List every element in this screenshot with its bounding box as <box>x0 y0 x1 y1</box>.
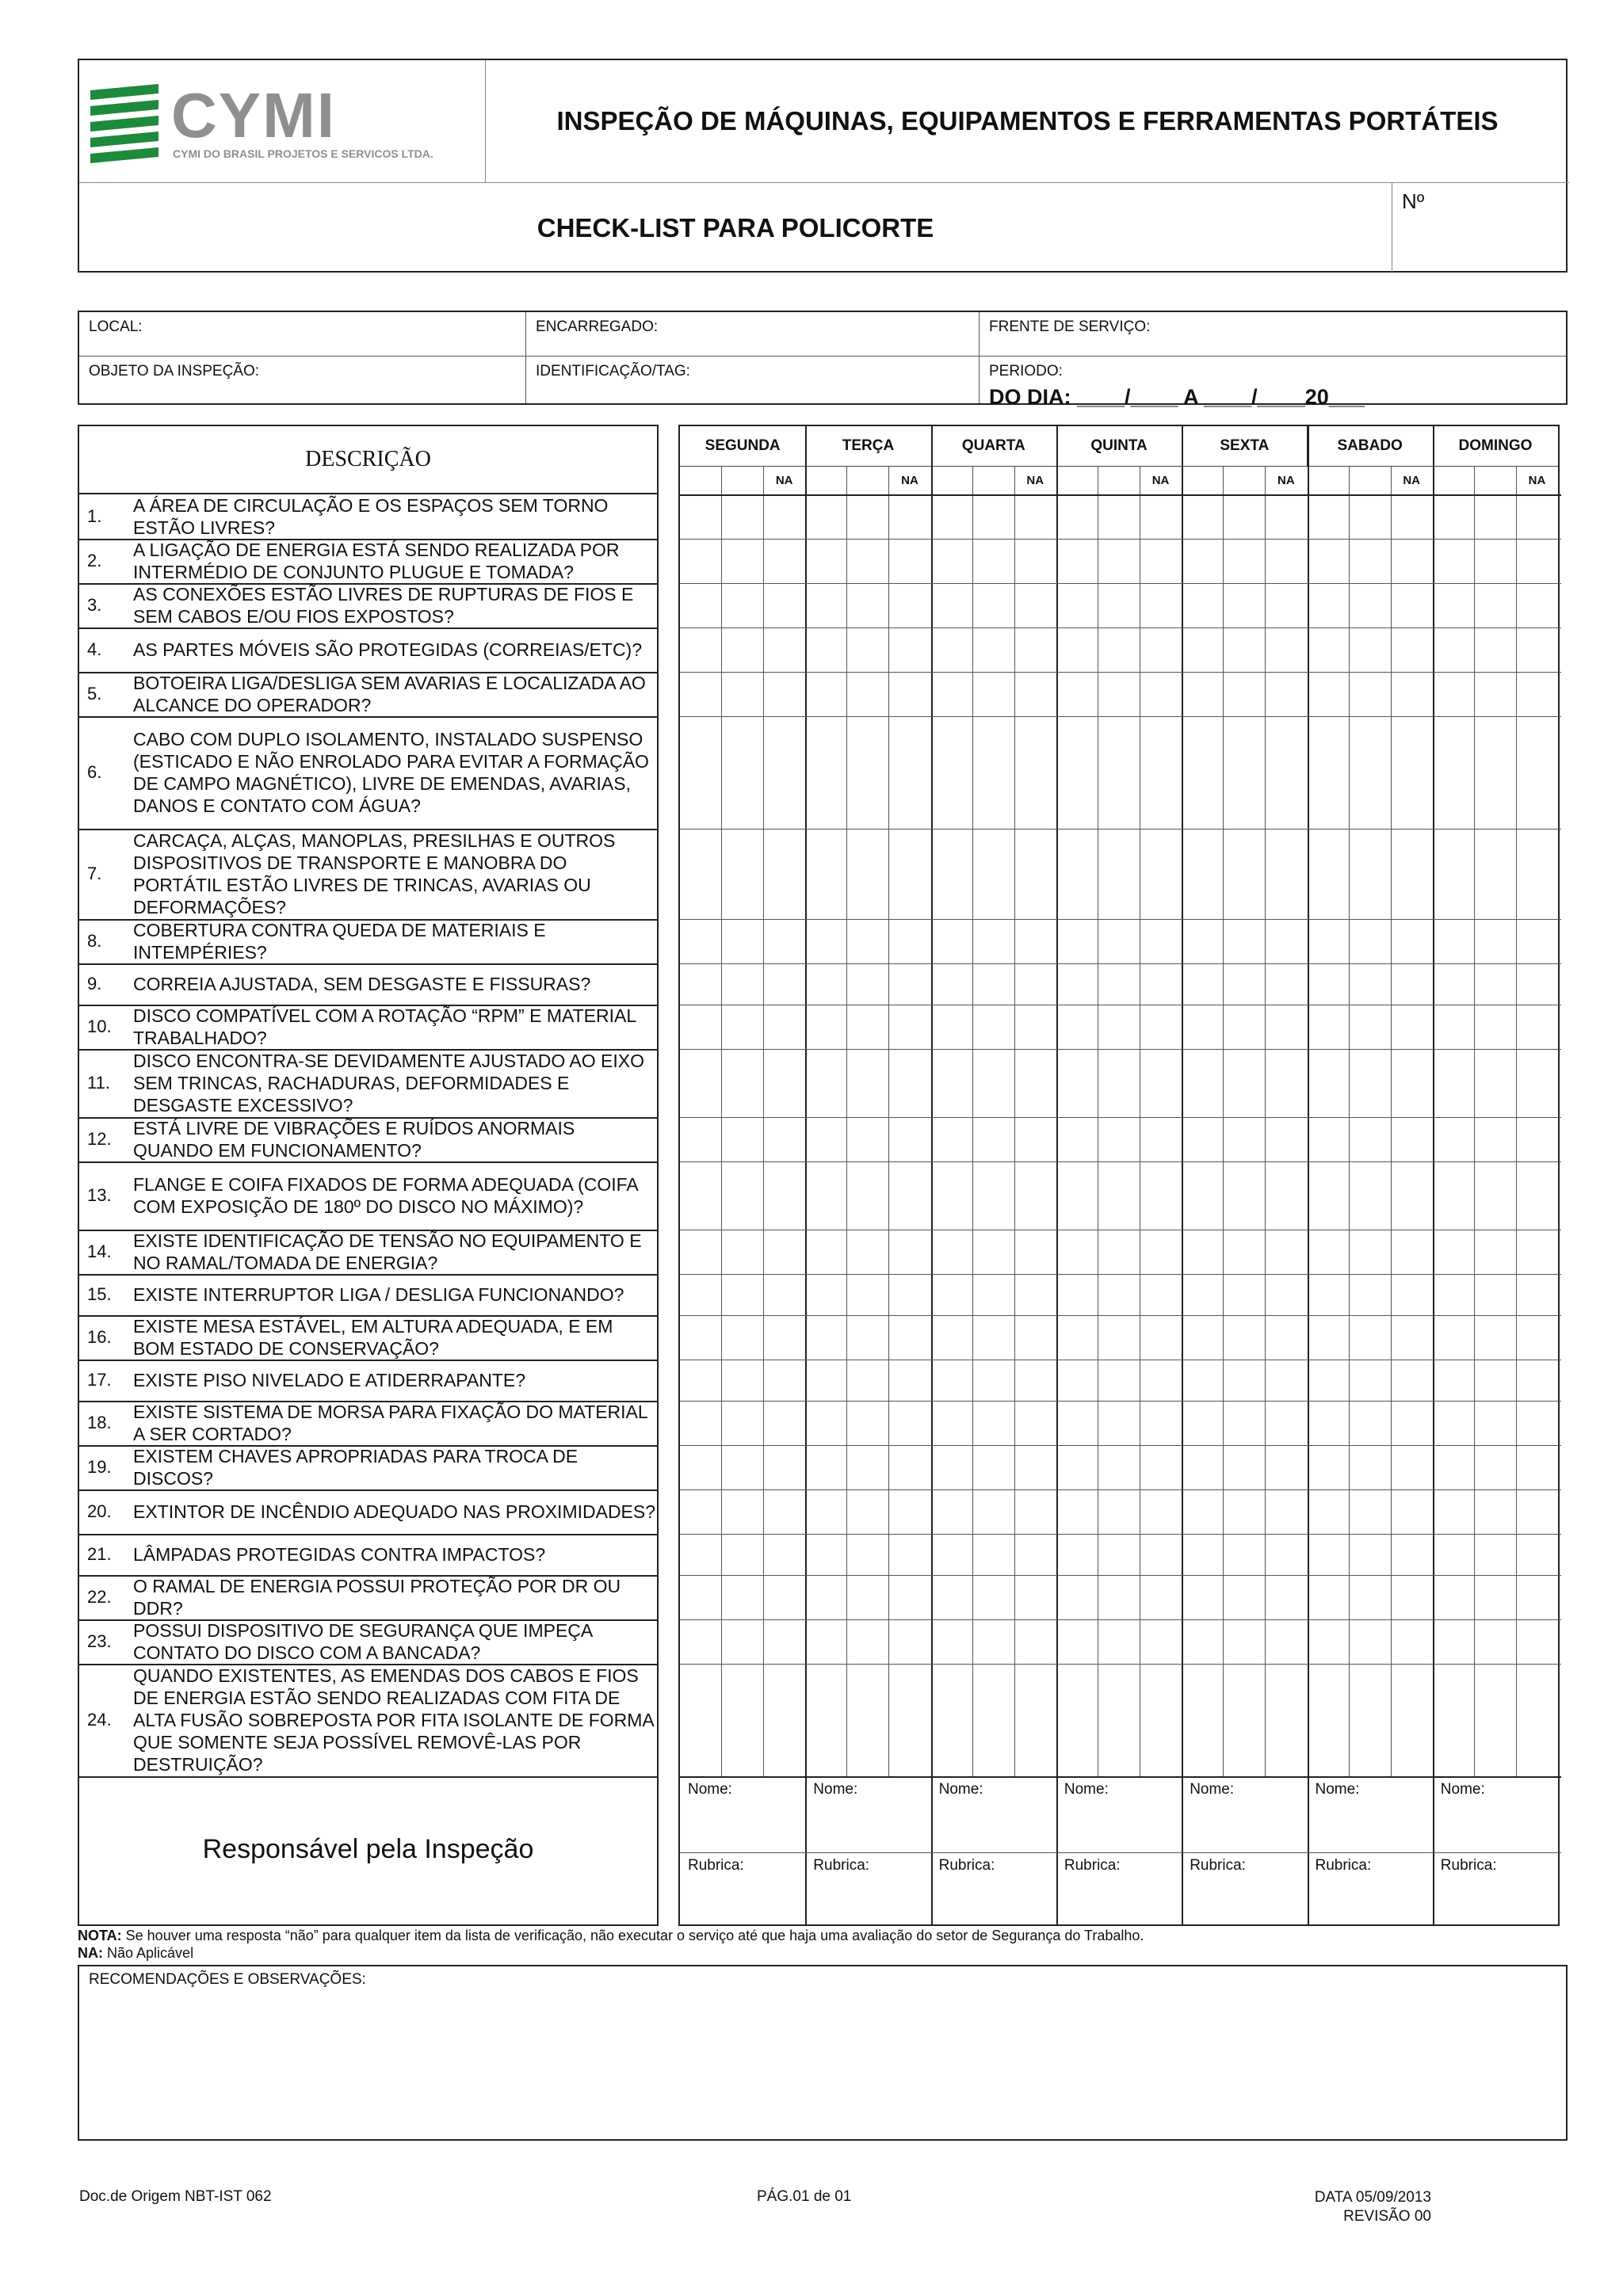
recommendations-field[interactable] <box>78 1965 1568 2141</box>
grid-subcolumn-line <box>972 466 973 1776</box>
objeto-field[interactable] <box>79 357 526 403</box>
grid-day-separator <box>805 426 807 1924</box>
footer-page: PÁG.01 de 01 <box>757 2188 852 2205</box>
item-text: A LIGAÇÃO DE ENERGIA ESTÁ SENDO REALIZADA POR INTERMÉDIO DE CONJUNTO PLUGUE E TOMADA? <box>133 540 620 582</box>
nome-label: Nome: <box>1315 1781 1360 1798</box>
rubrica-label: Rubrica: <box>1440 1857 1497 1874</box>
checklist-item-7 <box>79 829 657 921</box>
checklist-item-6 <box>79 716 657 830</box>
grid-row-line <box>680 716 1561 717</box>
item-text: ESTÁ LIVRE DE VIBRAÇÕES E RUÍDOS ANORMAIS QUANDO EM FUNCIONAMENTO? <box>133 1118 575 1161</box>
nome-label: Nome: <box>1440 1781 1485 1798</box>
objeto-label: OBJETO DA INSPEÇÃO: <box>89 363 260 379</box>
footer-origin: Doc.de Origem NBT-IST 062 <box>79 2188 272 2205</box>
item-text: FLANGE E COIFA FIXADOS DE FORMA ADEQUADA (COIFA COM EXPOSIÇÃO DE 180º DO DISCO NO MÁXIMO)? <box>133 1174 638 1217</box>
item-number: 18. <box>87 1413 112 1432</box>
checklist-item-16 <box>79 1315 657 1361</box>
nome-field-quinta[interactable] <box>1056 1776 1197 1862</box>
item-number: 3. <box>87 595 102 615</box>
item-text: AS CONEXÕES ESTÃO LIVRES DE RUPTURAS DE FIOS E SEM CABOS E/OU FIOS EXPOSTOS? <box>133 584 634 627</box>
item-text: POSSUI DISPOSITIVO DE SEGURANÇA QUE IMPEÇA CONTATO DO DISCO COM A BANCADA? <box>133 1620 592 1663</box>
identificacao-label: IDENTIFICAÇÃO/TAG: <box>536 363 690 379</box>
grid-subcolumn-line <box>846 466 847 1776</box>
day-header-domingo: DOMINGO <box>1433 426 1558 467</box>
item-text: EXISTE MESA ESTÁVEL, EM ALTURA ADEQUADA, E EM BOM ESTADO DE CONSERVAÇÃO? <box>133 1316 613 1359</box>
item-number: 12. <box>87 1129 112 1149</box>
item-text: EXISTE SISTEMA DE MORSA PARA FIXAÇÃO DO MATERIAL A SER CORTADO? <box>133 1402 647 1444</box>
item-text: LÂMPADAS PROTEGIDAS CONTRA IMPACTOS? <box>133 1544 546 1565</box>
item-number: 20. <box>87 1501 112 1521</box>
checklist-item-23 <box>79 1619 657 1665</box>
nome-field-sexta[interactable] <box>1182 1776 1323 1862</box>
checklist-item-4 <box>79 627 657 673</box>
grid-row-line <box>680 627 1561 628</box>
grid-subcolumn-line <box>888 466 889 1776</box>
na-column-header: NA <box>1277 473 1295 487</box>
checklist-item-5 <box>79 672 657 718</box>
grid-row-line <box>680 1274 1561 1275</box>
encarregado-field[interactable] <box>526 312 980 357</box>
footer-revision: REVISÃO 00 <box>1343 2208 1431 2225</box>
grid-row-line <box>680 829 1561 830</box>
checklist-item-3 <box>79 583 657 629</box>
nome-field-quarta[interactable] <box>931 1776 1072 1862</box>
day-header-segunda: SEGUNDA <box>680 426 807 467</box>
na-column-header: NA <box>901 473 918 487</box>
na-legend-label: NA: <box>78 1945 103 1961</box>
grid-row-line <box>680 494 1561 496</box>
item-number: 7. <box>87 864 102 883</box>
day-header-quinta: QUINTA <box>1056 426 1183 467</box>
checklist-item-9 <box>79 963 657 1006</box>
nome-field-terça[interactable] <box>805 1776 946 1862</box>
nome-field-segunda[interactable] <box>680 1776 821 1862</box>
item-number: 23. <box>87 1631 112 1651</box>
checklist-item-10 <box>79 1005 657 1051</box>
nome-label: Nome: <box>938 1781 983 1798</box>
na-legend-line <box>78 1945 193 1962</box>
checklist-item-8 <box>79 919 657 965</box>
checklist-item-14 <box>79 1230 657 1276</box>
item-number: 16. <box>87 1327 112 1347</box>
grid-row-line <box>680 1117 1561 1118</box>
grid-row-line <box>680 672 1561 673</box>
grid-day-separator <box>1182 426 1183 1924</box>
rubrica-field-quinta[interactable] <box>1056 1852 1197 1939</box>
nome-label: Nome: <box>813 1781 858 1798</box>
item-number: 13. <box>87 1185 112 1205</box>
item-number: 6. <box>87 762 102 782</box>
periodo-field[interactable] <box>980 357 1566 409</box>
rubrica-label: Rubrica: <box>1315 1857 1372 1874</box>
description-table <box>78 425 659 1926</box>
grid-subcolumn-line <box>1014 466 1015 1776</box>
item-number: 4. <box>87 639 102 659</box>
rubrica-field-sabado[interactable] <box>1308 1852 1449 1939</box>
item-text: QUANDO EXISTENTES, AS EMENDAS DOS CABOS E FIOS DE ENERGIA ESTÃO SENDO REALIZADAS COM FITA DE ALTA FUSÃO SOBREPOSTA POR FITA ISOLANTE DE FORMA QUE SOMENTE SEJA POSSÍVEL REMOVÊ-LAS POR DESTRUIÇÃO? <box>133 1665 654 1775</box>
item-number: 5. <box>87 684 102 704</box>
grid-row-line <box>680 539 1561 540</box>
item-number: 19. <box>87 1457 112 1477</box>
day-checklist-grid <box>678 425 1560 1926</box>
nota-text: Se houver uma resposta “não” para qualquer item da lista de verificação, não executar o serviço até que haja uma avaliação do setor de Segurança do Trabalho. <box>121 1928 1144 1943</box>
info-section <box>78 311 1568 409</box>
item-text: CARCAÇA, ALÇAS, MANOPLAS, PRESILHAS E OUTROS DISPOSITIVOS DE TRANSPORTE E MANOBRA DO PORTÁTIL ESTÃO LIVRES DE TRINCAS, AVARIAS OU DEFORMAÇÕES? <box>133 830 616 917</box>
grid-row-line <box>680 1534 1561 1535</box>
grid-day-separator <box>1308 426 1309 1924</box>
checklist-item-22 <box>79 1575 657 1621</box>
grid-day-separator <box>1433 426 1434 1924</box>
frente-servico-field[interactable] <box>980 312 1566 357</box>
checklist-item-12 <box>79 1117 657 1163</box>
grid-subcolumn-line <box>1516 466 1517 1776</box>
checklist-item-15 <box>79 1274 657 1317</box>
item-text: O RAMAL DE ENERGIA POSSUI PROTEÇÃO POR DR OU DDR? <box>133 1576 621 1619</box>
nome-label: Nome: <box>1190 1781 1235 1798</box>
rubrica-field-quarta[interactable] <box>931 1852 1072 1939</box>
day-header-sexta: SEXTA <box>1182 426 1308 467</box>
nome-field-domingo[interactable] <box>1433 1776 1574 1862</box>
grid-row-line <box>680 1575 1561 1576</box>
grid-row-line <box>680 1489 1561 1490</box>
item-text: CORREIA AJUSTADA, SEM DESGASTE E FISSURAS? <box>133 974 591 994</box>
rubrica-field-sexta[interactable] <box>1182 1852 1323 1939</box>
description-header: DESCRIÇÃO <box>79 426 657 494</box>
periodo-value: DO DIA: ____/____ A ____/____20___ <box>989 385 1365 409</box>
grid-row-line <box>680 1161 1561 1162</box>
item-text: BOTOEIRA LIGA/DESLIGA SEM AVARIAS E LOCALIZADA AO ALCANCE DO OPERADOR? <box>133 673 646 715</box>
grid-day-separator <box>1056 426 1058 1924</box>
rubrica-label: Rubrica: <box>1190 1857 1246 1874</box>
rubrica-field-domingo[interactable] <box>1433 1852 1574 1939</box>
grid-row-line <box>680 1664 1561 1665</box>
grid-row-line <box>680 1852 1561 1853</box>
grid-row-line <box>680 1401 1561 1402</box>
na-column-header: NA <box>1528 473 1546 487</box>
footer-date: DATA 05/09/2013 <box>1314 2189 1431 2206</box>
rubrica-label: Rubrica: <box>688 1857 744 1874</box>
footer-date-revision <box>1284 2188 1431 2226</box>
rubrica-label: Rubrica: <box>938 1857 995 1874</box>
nota-line <box>78 1928 1144 1944</box>
checklist-item-18 <box>79 1401 657 1447</box>
grid-subcolumn-line <box>1265 466 1266 1776</box>
grid-subcolumn-line <box>1349 466 1350 1776</box>
grid-day-separator <box>931 426 933 1924</box>
identificacao-field[interactable] <box>526 357 980 403</box>
grid-row-line <box>680 963 1561 964</box>
cymi-logo-mark <box>90 84 158 163</box>
item-text: DISCO ENCONTRA-SE DEVIDAMENTE AJUSTADO AO EIXO SEM TRINCAS, RACHADURAS, DEFORMIDADES E DESGASTE EXCESSIVO? <box>133 1051 644 1116</box>
item-text: COBERTURA CONTRA QUEDA DE MATERIAIS E INTEMPÉRIES? <box>133 920 546 963</box>
item-text: EXISTEM CHAVES APROPRIADAS PARA TROCA DE DISCOS? <box>133 1446 579 1489</box>
grid-row-line <box>680 1776 1561 1778</box>
cymi-logo-subtitle: CYMI DO BRASIL PROJETOS E SERVICOS LTDA. <box>173 147 433 160</box>
nota-label: NOTA: <box>78 1928 122 1943</box>
checklist-item-2 <box>79 539 657 585</box>
page-subtitle: CHECK-LIST PARA POLICORTE <box>79 183 1392 273</box>
rubrica-field-segunda[interactable] <box>680 1852 821 1939</box>
grid-row-line <box>680 1315 1561 1316</box>
na-column-header: NA <box>775 473 793 487</box>
item-text: DISCO COMPATÍVEL COM A ROTAÇÃO “RPM” E MATERIAL TRABALHADO? <box>133 1005 636 1048</box>
nome-field-sabado[interactable] <box>1308 1776 1449 1862</box>
day-header-quarta: QUARTA <box>931 426 1058 467</box>
checklist-item-21 <box>79 1534 657 1577</box>
checklist-item-11 <box>79 1049 657 1119</box>
grid-row-line <box>680 1445 1561 1446</box>
day-header-sabado: SABADO <box>1308 426 1434 467</box>
nome-label: Nome: <box>1064 1781 1109 1798</box>
item-text: AS PARTES MÓVEIS SÃO PROTEGIDAS (CORREIAS/ETC)? <box>133 639 643 660</box>
periodo-label: PERIODO: <box>989 363 1063 379</box>
local-label: LOCAL: <box>89 318 143 335</box>
recommendations-label: RECOMENDAÇÕES E OBSERVAÇÕES: <box>89 1971 366 1988</box>
encarregado-label: ENCARREGADO: <box>536 318 659 335</box>
item-text: CABO COM DUPLO ISOLAMENTO, INSTALADO SUSPENSO (ESTICADO E NÃO ENROLADO PARA EVITAR A FORMAÇÃO DE CAMPO MAGNÉTICO), LIVRE DE EMENDAS, AVARIAS, DANOS E CONTATO COM ÁGUA? <box>133 729 649 816</box>
item-number: 22. <box>87 1587 112 1607</box>
item-number: 1. <box>87 506 102 526</box>
item-number: 11. <box>87 1073 110 1093</box>
cymi-logo-text: CYMI <box>171 80 336 151</box>
item-number: 8. <box>87 931 102 951</box>
item-text: EXISTE PISO NIVELADO E ATIDERRAPANTE? <box>133 1370 526 1390</box>
local-field[interactable] <box>79 312 526 357</box>
grid-row-line <box>680 1619 1561 1620</box>
item-text: EXISTE IDENTIFICAÇÃO DE TENSÃO NO EQUIPAMENTO E NO RAMAL/TOMADA DE ENERGIA? <box>133 1230 642 1273</box>
checklist-item-19 <box>79 1445 657 1491</box>
day-header-terça: TERÇA <box>805 426 932 467</box>
item-number: 10. <box>87 1016 112 1036</box>
item-text: A ÁREA DE CIRCULAÇÃO E OS ESPAÇOS SEM TORNO ESTÃO LIVRES? <box>133 495 609 538</box>
na-column-header: NA <box>1026 473 1044 487</box>
checklist-item-13 <box>79 1161 657 1231</box>
nome-label: Nome: <box>688 1781 732 1798</box>
checklist-item-20 <box>79 1489 657 1535</box>
page-title: INSPEÇÃO DE MÁQUINAS, EQUIPAMENTOS E FERRAMENTAS PORTÁTEIS <box>486 60 1569 183</box>
grid-subcolumn-line <box>763 466 764 1776</box>
grid-subcolumn-line <box>1474 466 1475 1776</box>
item-number: 2. <box>87 551 102 570</box>
grid-row-line <box>680 919 1561 920</box>
item-text: EXISTE INTERRUPTOR LIGA / DESLIGA FUNCIONANDO? <box>133 1284 624 1305</box>
grid-subcolumn-line <box>721 466 722 1776</box>
document-number-label: Nº <box>1402 189 1425 213</box>
item-number: 21. <box>87 1544 112 1564</box>
na-legend-text: Não Aplicável <box>103 1945 194 1961</box>
checklist-item-17 <box>79 1360 657 1402</box>
rubrica-label: Rubrica: <box>1064 1857 1121 1874</box>
rubrica-label: Rubrica: <box>813 1857 870 1874</box>
checklist-item-1 <box>79 494 657 540</box>
document-header <box>78 59 1568 273</box>
item-number: 9. <box>87 974 102 994</box>
item-number: 14. <box>87 1241 112 1261</box>
frente-servico-label: FRENTE DE SERVIÇO: <box>989 318 1151 335</box>
rubrica-field-terça[interactable] <box>805 1852 946 1939</box>
checklist-item-24 <box>79 1664 657 1778</box>
na-column-header: NA <box>1403 473 1420 487</box>
item-text: EXTINTOR DE INCÊNDIO ADEQUADO NAS PROXIMIDADES? <box>133 1501 656 1522</box>
grid-row-line <box>680 583 1561 584</box>
responsavel-label: Responsável pela Inspeção <box>202 1834 534 1864</box>
grid-subcolumn-line <box>1223 466 1224 1776</box>
grid-subcolumn-line <box>1391 466 1392 1776</box>
logo-cell <box>79 60 486 183</box>
item-number: 24. <box>87 1710 112 1730</box>
document-number-field[interactable] <box>1392 183 1568 273</box>
item-number: 15. <box>87 1284 112 1304</box>
na-column-header: NA <box>1151 473 1170 487</box>
grid-row-line <box>680 1049 1561 1050</box>
item-number: 17. <box>87 1370 112 1390</box>
